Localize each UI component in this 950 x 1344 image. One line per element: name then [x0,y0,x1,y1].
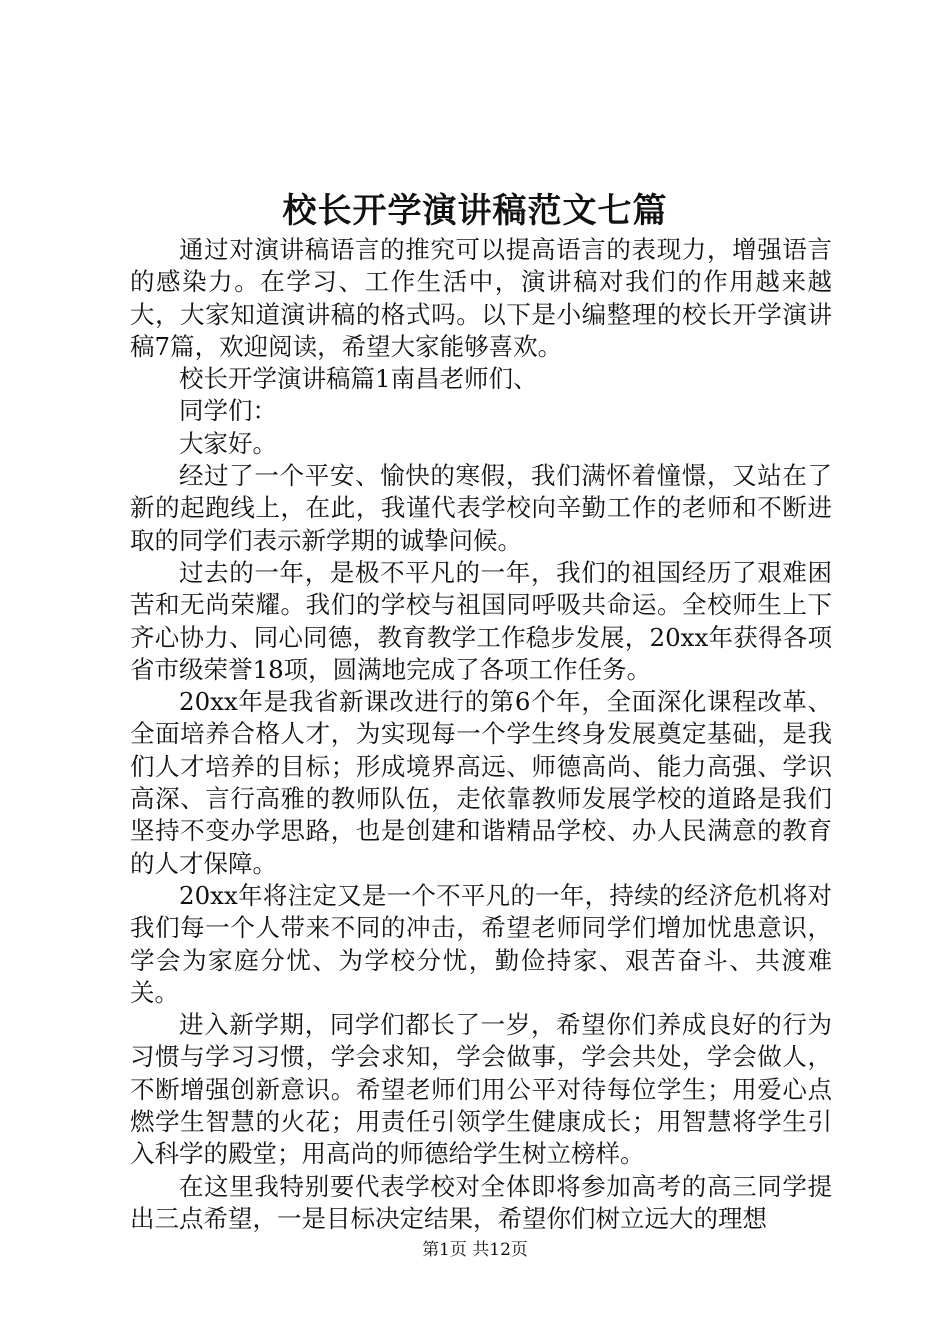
paragraph: 同学们： [179,396,277,426]
paragraph: 进入新学期，同学们都长了一岁，希望你们养成良好的行为习惯与学习习惯，学会求知，学会做事，学会共处，学会做人，不断增强创新意识。希望老师们用公平对待每位学生；用爱心点燃学生智慧的火花；用责任引领学生健康成长；用智慧将学生引入科学的殿堂；用高尚的师德给学生树立榜样。 [130,1010,832,1169]
paragraph: 校长开学演讲稿篇1南昌老师们、 [179,364,538,394]
paragraph: 过去的一年，是极不平凡的一年，我们的祖国经历了艰难困苦和无尚荣耀。我们的学校与祖国同呼吸共命运。全校师生上下齐心协力、同心同德，教育教学工作稳步发展，20xx年获得各项省市级荣誉18项，圆满地完成了各项工作任务。 [130,557,832,684]
document-title: 校长开学演讲稿范文七篇 [282,191,668,231]
page-number-footer: 第1页 共12页 [422,1240,528,1260]
paragraph: 20xx年是我省新课改进行的第6个年，全面深化课程改革、全面培养合格人才，为实现每一个学生终身发展奠定基础，是我们人才培养的目标；形成境界高远、师德高尚、能力高强、学识高深、言行高雅的教师队伍，走依靠教师发展学校的道路是我们坚持不变办学思路，也是创建和谐精品学校、办人民满意的教育的人才保障。 [130,687,832,878]
paragraph: 在这里我特别要代表学校对全体即将参加高考的高三同学提出三点希望，一是目标决定结果，希望你们树立远大的理想 [130,1171,832,1233]
paragraph: 20xx年将注定又是一个不平凡的一年，持续的经济危机将对我们每一个人带来不同的冲击，希望老师同学们增加忧患意识，学会为家庭分忧、为学校分忧，勤俭持家、艰苦奋斗、共渡难关。 [130,880,832,1007]
document-body [130,234,832,1235]
paragraph: 经过了一个平安、愉快的寒假，我们满怀着憧憬，又站在了新的起跑线上，在此，我谨代表学校向辛勤工作的老师和不断进取的同学们表示新学期的诚挚问候。 [130,461,832,555]
paragraph: 大家好。 [179,428,277,458]
paragraph: 通过对演讲稿语言的推究可以提高语言的表现力，增强语言的感染力。在学习、工作生活中，演讲稿对我们的作用越来越大，大家知道演讲稿的格式吗。以下是小编整理的校长开学演讲稿7篇，欢迎阅读，希望大家能够喜欢。 [130,235,832,361]
